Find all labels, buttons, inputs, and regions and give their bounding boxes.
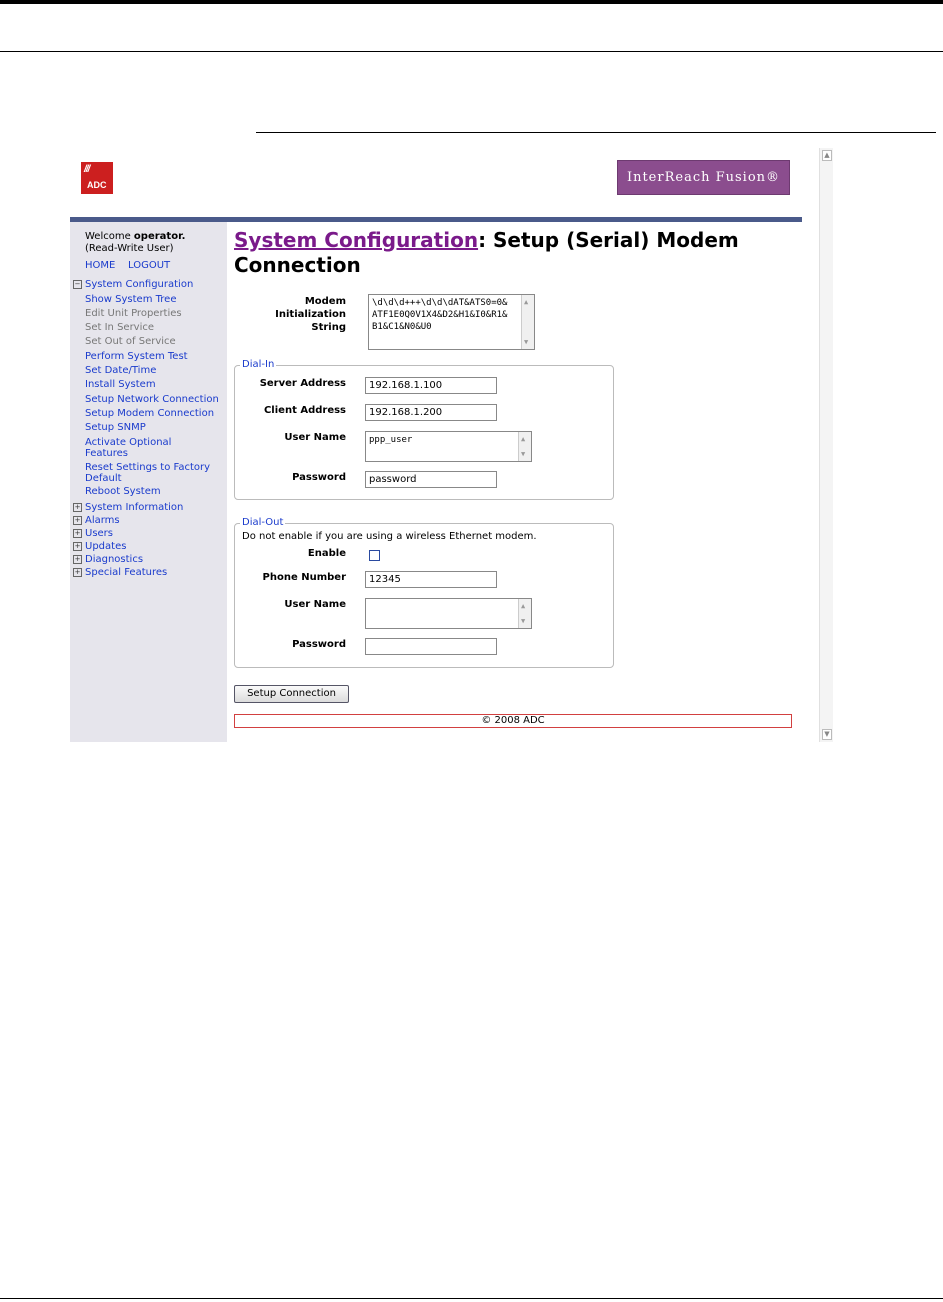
setup-connection-button[interactable]: Setup Connection	[234, 685, 349, 703]
sidebar-group-system-configuration[interactable]	[73, 279, 193, 290]
sidebar-item-set-date-time[interactable]: Set Date/Time	[85, 365, 157, 376]
main-content	[227, 222, 802, 742]
chevron-up-icon[interactable]: ▲	[521, 435, 526, 443]
dial-out-note: Do not enable if you are using a wireless Ethernet modem.	[242, 531, 537, 542]
sidebar-item-activate-optional-features[interactable]: Activate Optional Features	[85, 437, 172, 459]
sidebar	[70, 222, 227, 742]
sidebar-item-setup-network-connection[interactable]: Setup Network Connection	[85, 394, 219, 405]
chevron-up-icon[interactable]: ▲	[524, 298, 529, 306]
chevron-down-icon[interactable]: ▼	[524, 338, 529, 346]
sidebar-item-reboot-system[interactable]: Reboot System	[85, 486, 161, 497]
modem-init-label	[232, 295, 346, 334]
sidebar-group-updates[interactable]	[73, 541, 126, 552]
user-role: (Read-Write User)	[85, 243, 174, 254]
sidebar-group-label: Diagnostics	[85, 554, 144, 565]
dial-in-password-label: Password	[292, 472, 346, 483]
sidebar-group-label: System Information	[85, 502, 184, 513]
client-address-label: Client Address	[263, 405, 346, 416]
dial-out-user-name-label: User Name	[284, 599, 346, 610]
modem-init-textarea[interactable]	[368, 294, 535, 350]
plus-box-icon[interactable]: +	[74, 568, 81, 576]
chevron-up-icon[interactable]: ▲	[521, 602, 526, 610]
sidebar-group-users[interactable]	[73, 528, 113, 539]
sidebar-group-label: Updates	[85, 541, 127, 552]
footer-rule	[0, 1298, 943, 1299]
sidebar-item-perform-system-test[interactable]: Perform System Test	[85, 351, 188, 362]
enable-checkbox[interactable]	[369, 550, 380, 561]
sidebar-item-set-in-service: Set In Service	[85, 322, 155, 333]
dial-out-legend: Dial-Out	[242, 517, 284, 528]
enable-label: Enable	[307, 548, 346, 559]
sidebar-group-label: Alarms	[85, 515, 120, 526]
dial-out-user-name-textarea[interactable]	[365, 598, 532, 629]
minus-box-icon[interactable]: −	[74, 280, 81, 288]
adc-logo	[81, 162, 113, 194]
title-link[interactable]: System Configuration	[234, 228, 479, 252]
server-address-input[interactable]: 192.168.1.100	[365, 377, 497, 394]
sidebar-item-setup-modem-connection[interactable]: Setup Modem Connection	[85, 408, 215, 419]
modem-init-label-line2: String	[311, 322, 346, 333]
plus-box-icon[interactable]: +	[74, 542, 81, 550]
modem-init-label-line1: Modem Initialization	[275, 296, 346, 320]
plus-box-icon[interactable]: +	[74, 503, 81, 511]
adc-logo-slashes: ///	[84, 164, 90, 175]
textarea-scrollbar[interactable]	[518, 599, 531, 628]
sidebar-item-reset-settings[interactable]: Reset Settings to Factory Default	[85, 462, 211, 484]
sidebar-item-set-out-of-service: Set Out of Service	[85, 336, 176, 347]
chevron-down-icon[interactable]: ▼	[822, 729, 832, 740]
dial-in-user-name-label: User Name	[284, 432, 346, 443]
welcome-prefix: Welcome	[85, 231, 134, 242]
title-rest: : Setup (Serial) Modem Connection	[234, 228, 739, 277]
sidebar-group-special-features[interactable]	[73, 567, 167, 578]
sidebar-group-label: System Configuration	[85, 279, 194, 290]
sidebar-item-setup-snmp[interactable]: Setup SNMP	[85, 422, 146, 433]
page-scrollbar[interactable]	[819, 148, 833, 742]
plus-box-icon[interactable]: +	[74, 529, 81, 537]
client-address-input[interactable]: 192.168.1.200	[365, 404, 497, 421]
header-rule	[0, 51, 943, 52]
page-title	[234, 228, 774, 278]
chevron-down-icon[interactable]: ▼	[521, 617, 526, 625]
chevron-up-icon[interactable]: ▲	[822, 150, 832, 161]
dial-in-user-name-value: ppp_user	[369, 435, 413, 445]
sidebar-group-label: Users	[85, 528, 114, 539]
copyright-footer: © 2008 ADC	[234, 714, 792, 728]
sidebar-group-label: Special Features	[85, 567, 168, 578]
textarea-scrollbar[interactable]	[521, 295, 534, 349]
dial-in-legend: Dial-In	[242, 359, 275, 370]
sidebar-group-alarms[interactable]	[73, 515, 120, 526]
plus-box-icon[interactable]: +	[74, 555, 81, 563]
dial-in-password-input[interactable]: password	[365, 471, 497, 488]
dial-out-password-label: Password	[292, 639, 346, 650]
phone-number-input[interactable]: 12345	[365, 571, 497, 588]
section-rule	[256, 132, 936, 133]
dial-out-password-input[interactable]	[365, 638, 497, 655]
welcome-text	[85, 231, 185, 255]
page-top-bar	[0, 0, 943, 4]
sidebar-item-install-system[interactable]: Install System	[85, 379, 156, 390]
welcome-user: operator.	[133, 231, 186, 242]
logout-link[interactable]: LOGOUT	[128, 260, 171, 271]
sidebar-group-diagnostics[interactable]	[73, 554, 143, 565]
modem-init-value: \d\d\d+++\d\d\dAT&ATS0=0& ATF1E0Q0V1X4&D2&H1&I0&R1& B1&C1&N0&U0	[372, 298, 508, 332]
plus-box-icon[interactable]: +	[74, 516, 81, 524]
dial-in-user-name-textarea[interactable]	[365, 431, 532, 462]
adc-logo-text: ADC	[87, 180, 107, 190]
home-link[interactable]: HOME	[85, 260, 116, 271]
chevron-down-icon[interactable]: ▼	[521, 450, 526, 458]
sidebar-group-system-information[interactable]	[73, 502, 183, 513]
browser-screenshot	[70, 148, 836, 742]
phone-number-label: Phone Number	[262, 572, 346, 583]
sidebar-item-show-system-tree[interactable]: Show System Tree	[85, 294, 177, 305]
interreach-fusion-logo: InterReach Fusion®	[617, 160, 790, 195]
textarea-scrollbar[interactable]	[518, 432, 531, 461]
server-address-label: Server Address	[259, 378, 346, 389]
sidebar-item-edit-unit-properties: Edit Unit Properties	[85, 308, 182, 319]
